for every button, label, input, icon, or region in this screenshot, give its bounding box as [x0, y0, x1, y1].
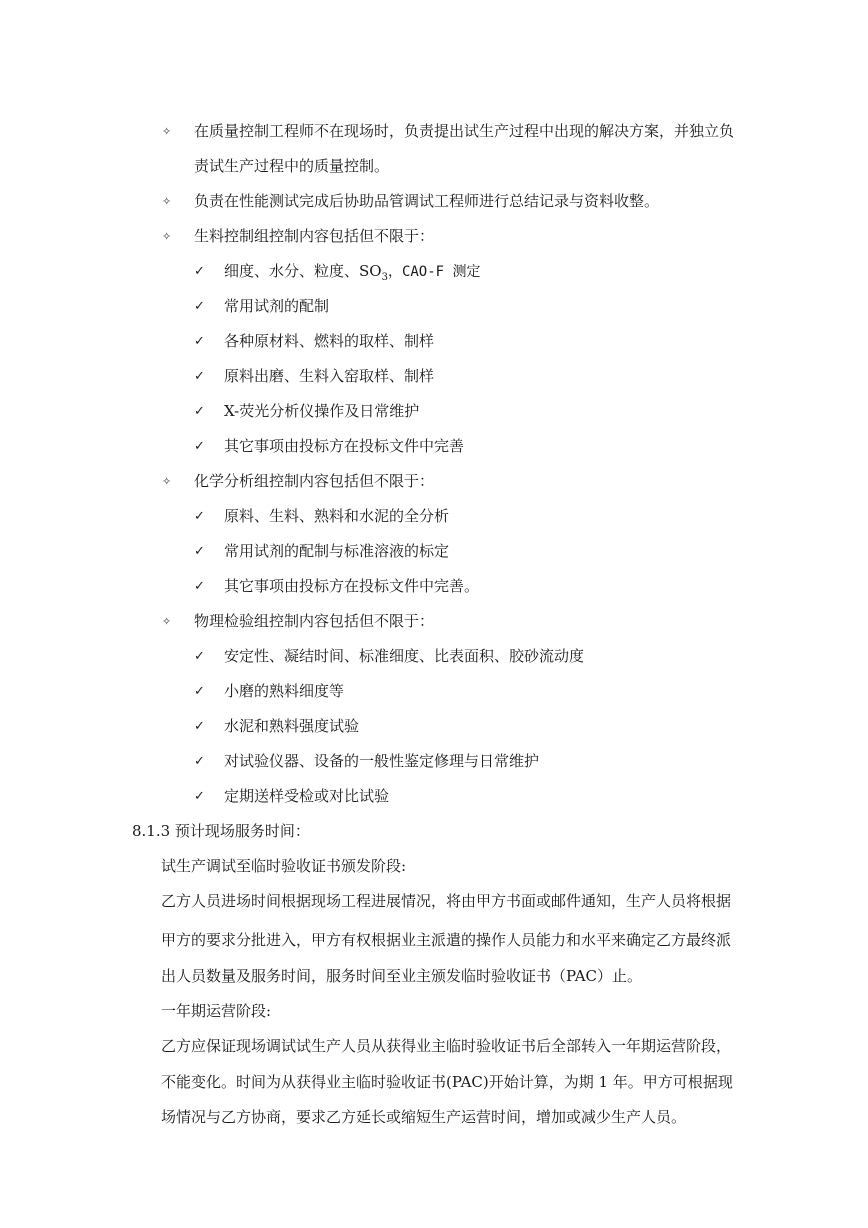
check-bullet-icon: ✓	[194, 299, 205, 314]
section-heading: 物理检验组控制内容包括但不限于：	[194, 612, 435, 630]
check-bullet-icon: ✓	[194, 334, 205, 349]
list-item: X-荧光分析仪操作及日常维护	[224, 402, 420, 420]
check-bullet-icon: ✓	[194, 684, 205, 699]
section-heading: 8.1.3 预计现场服务时间：	[132, 822, 310, 840]
list-item: 常用试剂的配制与标准溶液的标定	[224, 542, 450, 560]
section-heading: 生料控制组控制内容包括但不限于：	[194, 227, 435, 245]
list-item: 小磨的熟料细度等	[224, 682, 345, 700]
diamond-bullet-icon: ✧	[162, 475, 172, 488]
diamond-bullet-icon: ✧	[162, 195, 172, 208]
check-bullet-icon: ✓	[194, 509, 205, 524]
paragraph-line: 责试生产过程中的质量控制。	[194, 157, 390, 175]
section-heading: 化学分析组控制内容包括但不限于：	[194, 472, 435, 490]
check-bullet-icon: ✓	[194, 789, 205, 804]
paragraph-line: 甲方的要求分批进入，甲方有权根据业主派遣的操作人员能力和水平来确定乙方最终派	[161, 931, 732, 949]
list-item: 常用试剂的配制	[224, 297, 330, 315]
check-bullet-icon: ✓	[194, 579, 205, 594]
list-item: 其它事项由投标方在投标文件中完善。	[224, 577, 480, 595]
check-bullet-icon: ✓	[194, 719, 205, 734]
paragraph-line: 乙方应保证现场调试试生产人员从获得业主临时验收证书后全部转入一年期运营阶段，	[161, 1037, 732, 1055]
list-item: 其它事项由投标方在投标文件中完善	[224, 437, 465, 455]
paragraph-line: 不能变化。时间为从获得业主临时验收证书(PAC)开始计算，为期 1 年。甲方可根据现	[161, 1073, 733, 1091]
check-bullet-icon: ✓	[194, 754, 205, 769]
check-bullet-icon: ✓	[194, 649, 205, 664]
check-bullet-icon: ✓	[194, 264, 205, 279]
subsection-title: 一年期运营阶段:	[161, 1002, 272, 1020]
check-bullet-icon: ✓	[194, 404, 205, 419]
check-bullet-icon: ✓	[194, 544, 205, 559]
paragraph-line: 在质量控制工程师不在现场时，负责提出试生产过程中出现的解决方案，并独立负	[194, 122, 735, 140]
list-item-text: 细度、水分、粒度、SO	[224, 262, 382, 280]
paragraph-line: 场情况与乙方协商，要求乙方延长或缩短生产运营时间，增加或减少生产人员。	[161, 1108, 687, 1126]
check-bullet-icon: ✓	[194, 369, 205, 384]
list-item: 原料、生料、熟料和水泥的全分析	[224, 507, 450, 525]
diamond-bullet-icon: ✧	[162, 125, 172, 138]
diamond-bullet-icon: ✧	[162, 230, 172, 243]
list-item: 各种原材料、燃料的取样、制样	[224, 332, 435, 350]
list-item: 原料出磨、生料入窑取样、制样	[224, 367, 435, 385]
paragraph-line: 负责在性能测试完成后协助品管调试工程师进行总结记录与资料收整。	[194, 192, 660, 210]
paragraph-line: 出人员数量及服务时间，服务时间至业主颁发临时验收证书（PAC）止。	[161, 967, 643, 985]
list-item: 对试验仪器、设备的一般性鉴定修理与日常维护	[224, 752, 540, 770]
paragraph-line: 乙方人员进场时间根据现场工程进展情况，将由甲方书面或邮件通知，生产人员将根据	[161, 892, 732, 910]
list-item: 安定性、凝结时间、标准细度、比表面积、胶砂流动度	[224, 647, 585, 665]
subscript: 3	[381, 272, 388, 283]
check-bullet-icon: ✓	[194, 439, 205, 454]
diamond-bullet-icon: ✧	[162, 615, 172, 628]
list-item	[224, 261, 481, 282]
list-item: 水泥和熟料强度试验	[224, 717, 360, 735]
subsection-title: 试生产调试至临时验收证书颁发阶段:	[161, 857, 407, 875]
list-item: 定期送样受检或对比试验	[224, 787, 390, 805]
list-item-text: ，CAO-F 测定	[387, 264, 481, 280]
